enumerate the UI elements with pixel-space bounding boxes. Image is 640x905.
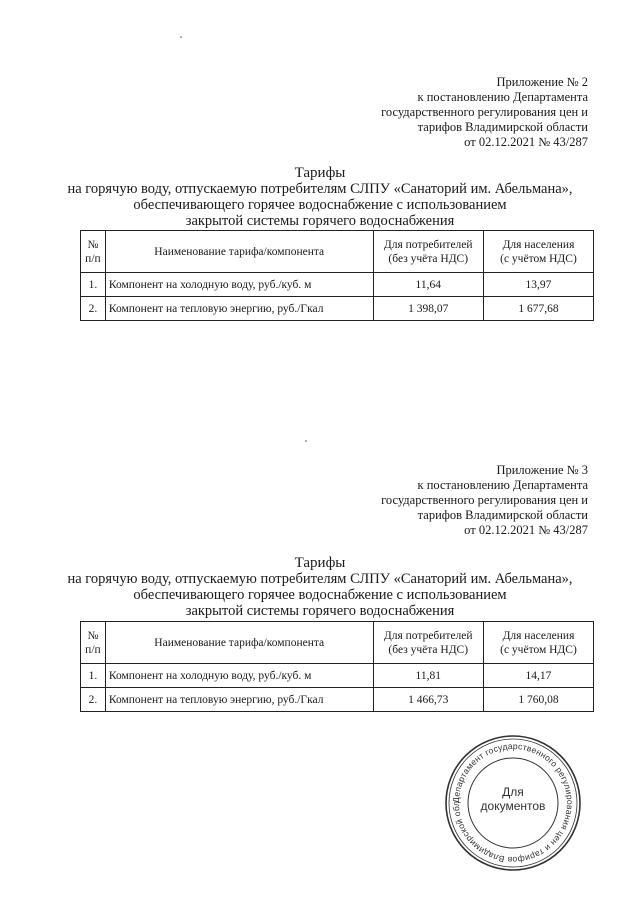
subtitle-line: обеспечивающего горячее водоснабжение с использованием — [133, 587, 507, 603]
header-line: к постановлению Департамента — [417, 90, 588, 104]
stamp-line: документов — [480, 799, 546, 813]
subtitle-line: на горячую воду, отпускаемую потребителям СЛПУ «Санаторий им. Абельмана», — [67, 181, 573, 197]
appendix-header — [381, 75, 588, 150]
table-row — [81, 297, 594, 321]
table-row — [81, 688, 594, 712]
subtitle-line: закрытой системы горячего водоснабжения — [185, 603, 455, 619]
header-line: от 02.12.2021 № 43/287 — [464, 135, 588, 149]
appendix-header — [381, 463, 588, 538]
stamp-center-text — [443, 785, 583, 813]
subtitle-line: на горячую воду, отпускаемую потребителям СЛПУ «Санаторий им. Абельмана», — [67, 571, 573, 587]
subtitle-line: обеспечивающего горячее водоснабжение с использованием — [133, 197, 507, 213]
header-line: тарифов Владимирской области — [417, 120, 588, 134]
row-consumers-value: 1 466,73 — [373, 688, 483, 712]
header-line: от 02.12.2021 № 43/287 — [464, 523, 588, 537]
row-name: Компонент на холодную воду, руб./куб. м — [105, 273, 373, 297]
header-number: № п/п — [81, 622, 106, 664]
row-population-value: 1 677,68 — [483, 297, 593, 321]
header-line: к постановлению Департамента — [417, 478, 588, 492]
header-population: Для населения (с учётом НДС) — [483, 231, 593, 273]
row-consumers-value: 11,64 — [373, 273, 483, 297]
header-consumers: Для потребителей (без учёта НДС) — [373, 231, 483, 273]
row-consumers-value: 11,81 — [373, 664, 483, 688]
row-name: Компонент на тепловую энергию, руб./Гкал — [105, 688, 373, 712]
header-name: Наименование тарифа/компонента — [105, 231, 373, 273]
document-title: Тарифы — [294, 165, 346, 181]
stamp-line: Для — [502, 785, 524, 799]
header-number: № п/п — [81, 231, 106, 273]
row-name: Компонент на тепловую энергию, руб./Гкал — [105, 297, 373, 321]
title-block — [0, 165, 640, 229]
header-line: тарифов Владимирской области — [417, 508, 588, 522]
table-header-row — [81, 231, 594, 273]
row-number: 2. — [81, 297, 106, 321]
title-block — [0, 555, 640, 619]
header-line: государственного регулирования цен и — [381, 105, 588, 119]
official-stamp — [443, 733, 583, 873]
header-line: Приложение № 2 — [496, 75, 588, 89]
table-row — [81, 273, 594, 297]
row-population-value: 1 760,08 — [483, 688, 593, 712]
table-header-row — [81, 622, 594, 664]
document-title: Тарифы — [294, 555, 346, 571]
tariff-table — [80, 230, 594, 321]
header-name: Наименование тарифа/компонента — [105, 622, 373, 664]
stamp-ring-text: Департамент государственного регулирования цен и тарифов Владимирской обл — [450, 740, 576, 866]
row-number: 2. — [81, 688, 106, 712]
header-line: государственного регулирования цен и — [381, 493, 588, 507]
row-population-value: 14,17 — [483, 664, 593, 688]
header-consumers: Для потребителей (без учёта НДС) — [373, 622, 483, 664]
row-number: 1. — [81, 664, 106, 688]
subtitle-line: закрытой системы горячего водоснабжения — [185, 213, 455, 229]
row-population-value: 13,97 — [483, 273, 593, 297]
row-name: Компонент на холодную воду, руб./куб. м — [105, 664, 373, 688]
table-row — [81, 664, 594, 688]
row-number: 1. — [81, 273, 106, 297]
header-line: Приложение № 3 — [496, 463, 588, 477]
header-population: Для населения (с учётом НДС) — [483, 622, 593, 664]
row-consumers-value: 1 398,07 — [373, 297, 483, 321]
scan-speck — [180, 36, 182, 38]
scan-speck — [305, 440, 307, 442]
tariff-table — [80, 621, 594, 712]
